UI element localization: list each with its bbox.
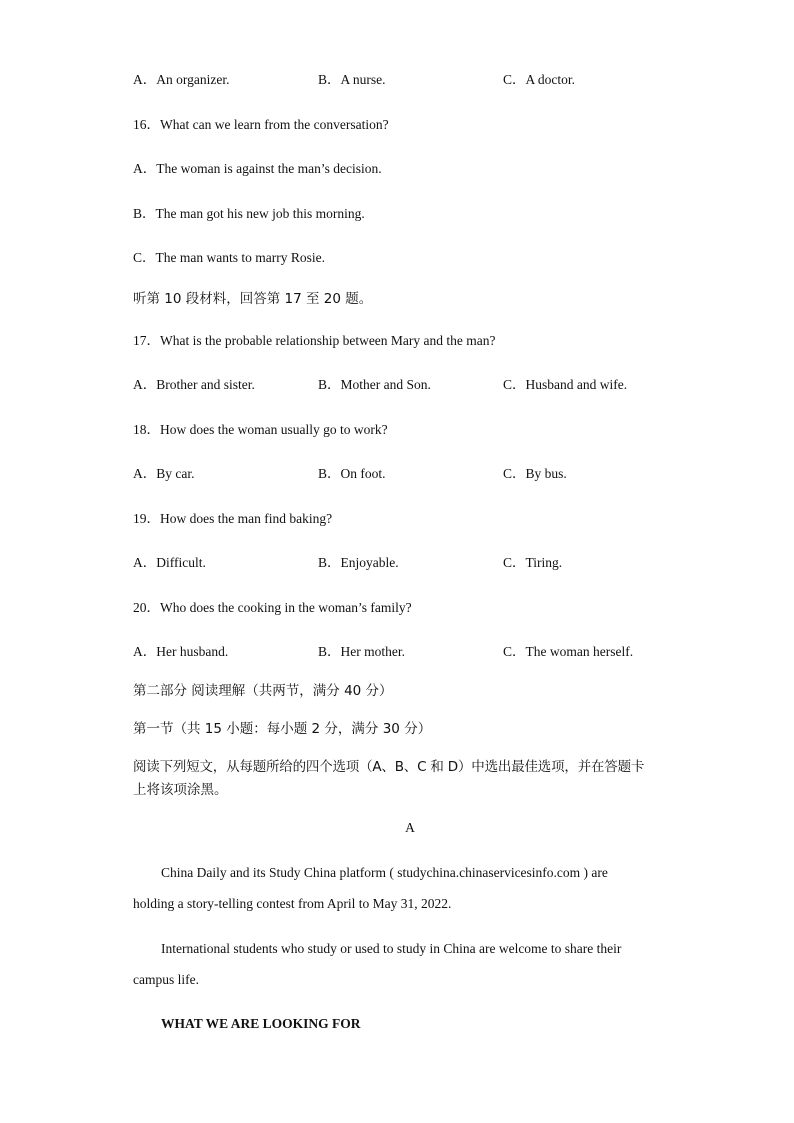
section1-heading: 第一节（共 15 小题：每小题 2 分，满分 30 分） [133, 721, 432, 737]
q20-option-a: A．Her husband. [133, 644, 229, 659]
passage-p1-line2: holding a story-telling contest from April to May 31, 2022. [133, 896, 452, 911]
passage-p1-line1: China Daily and its Study China platform ( studychina.chinaservicesinfo.com ) are [161, 865, 608, 880]
q15-option-c: C．A doctor. [503, 72, 576, 87]
passage-p2-line1: International students who study or used to study in China are welcome to share their [161, 941, 622, 956]
q15-option-b: B．A nurse. [318, 72, 386, 87]
part2-heading: 第二部分 阅读理解（共两节，满分 40 分） [133, 683, 393, 699]
q20-option-c: C．The woman herself. [503, 644, 634, 659]
q17-question: 17．What is the probable relationship between Mary and the man? [133, 333, 496, 348]
reading-instruction-line1: 阅读下列短文，从每题所给的四个选项（A、B、C 和 D）中选出最佳选项，并在答题卡 [133, 759, 645, 775]
q18-option-a: A．By car. [133, 466, 195, 481]
q20-question: 20．Who does the cooking in the woman’s family? [133, 600, 412, 615]
q17-option-a: A．Brother and sister. [133, 377, 255, 392]
q16-option-b: B．The man got his new job this morning. [133, 206, 365, 221]
reading-instruction-line2: 上将该项涂黑。 [133, 782, 228, 798]
q16-option-a: A．The woman is against the man’s decision. [133, 161, 382, 176]
passage-subheading: WHAT WE ARE LOOKING FOR [161, 1016, 361, 1031]
q19-option-a: A．Difficult. [133, 555, 206, 570]
q17-option-c: C．Husband and wife. [503, 377, 628, 392]
q19-option-b: B．Enjoyable. [318, 555, 399, 570]
q19-option-c: C．Tiring. [503, 555, 563, 570]
q17-option-b: B．Mother and Son. [318, 377, 431, 392]
q20-option-b: B．Her mother. [318, 644, 405, 659]
q18-question: 18．How does the woman usually go to work? [133, 422, 388, 437]
passage-p2-line2: campus life. [133, 972, 199, 987]
q16-option-c: C．The man wants to marry Rosie. [133, 250, 325, 265]
q18-option-c: C．By bus. [503, 466, 567, 481]
q19-question: 19．How does the man find baking? [133, 511, 333, 526]
section10-instruction: 听第 10 段材料，回答第 17 至 20 题。 [133, 291, 373, 307]
q18-option-b: B．On foot. [318, 466, 386, 481]
q16-question: 16．What can we learn from the conversation? [133, 117, 389, 132]
q15-option-a: A．An organizer. [133, 72, 230, 87]
passage-letter: A [405, 820, 415, 835]
